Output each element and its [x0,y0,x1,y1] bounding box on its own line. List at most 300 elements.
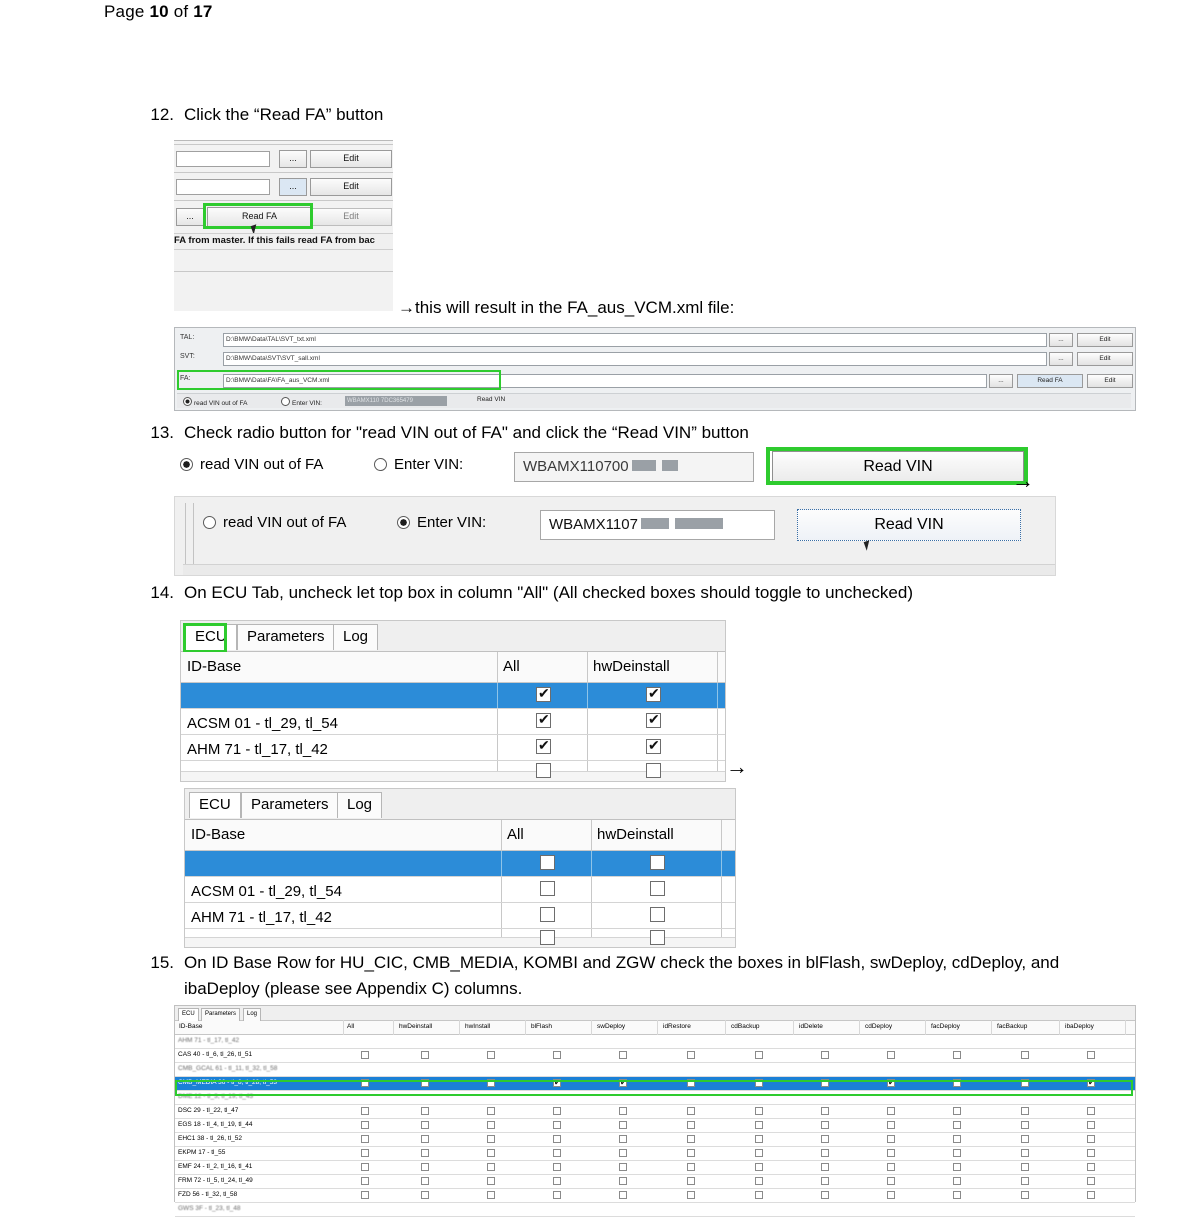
table-row[interactable] [175,1119,1135,1133]
divider [174,200,393,201]
checkbox-hwdeinstall[interactable] [650,907,665,922]
edit-button-3[interactable]: Edit [310,208,392,226]
checkbox-cddeploy[interactable] [887,1107,895,1115]
divider [501,820,502,850]
radio-enter-vin-mini[interactable] [281,397,322,407]
checkbox-iddelete[interactable] [821,1135,829,1143]
path-row-svt [177,350,1133,367]
radio-read-vin-out-of-fa-2[interactable] [203,514,346,531]
checkbox-hwdeinstall[interactable] [421,1177,429,1185]
checkbox-hwdeinstall[interactable] [421,1135,429,1143]
radio-read-vin-out-of-fa[interactable] [180,456,323,473]
divider [717,761,718,771]
table-row[interactable] [175,1133,1135,1147]
divider [501,877,502,902]
highlight-read-vin [766,447,1028,485]
column-hwdeinstall: hwDeinstall [597,826,674,843]
divider [587,761,588,771]
checkbox-idrestore[interactable] [687,1177,695,1185]
column-facbackup: facBackup [997,1023,1028,1030]
checkbox-idrestore[interactable] [687,1135,695,1143]
redaction-block [662,460,678,471]
table-row[interactable] [175,1189,1135,1203]
tab-ecu[interactable]: ECU [178,1008,199,1021]
row-label: DME 12 - tl_3, tl_19, tl_43 [178,1093,254,1100]
divider [185,503,186,569]
row-label: CMB_MEDIA 36 - tl_8, tl_28, tl_53 [178,1079,277,1086]
checkbox-iddelete[interactable] [821,1163,829,1171]
checkbox-facbackup[interactable] [1021,1121,1029,1129]
checkbox-cdbackup[interactable] [755,1121,763,1129]
row-label: FRM 72 - tl_5, tl_24, tl_49 [178,1177,253,1184]
radio-icon [397,516,410,529]
row-label: AHM 71 - tl_17, tl_42 [191,909,332,926]
checkbox-ibadeploy[interactable] [1087,1135,1095,1143]
checkbox-hwdeinstall[interactable] [650,930,665,945]
checkbox-cddeploy[interactable] [887,1121,895,1129]
checkbox-hwdeinstall[interactable] [650,855,665,870]
divider [587,683,588,708]
divider [174,172,393,173]
column-id-base: ID-Base [191,826,246,843]
checkbox-all[interactable] [536,687,551,702]
path-field-1[interactable] [176,151,270,167]
checkbox-facdeploy[interactable] [953,1121,961,1129]
checkbox-iddelete[interactable] [821,1051,829,1059]
path-label-svt: SVT: [180,353,195,360]
tab-ecu[interactable]: ECU [185,624,237,650]
checkbox-cdbackup[interactable] [755,1051,763,1059]
checkbox-hwdeinstall[interactable] [650,881,665,896]
checkbox-hwdeinstall[interactable] [646,687,661,702]
path-label-tal: TAL: [180,334,195,341]
browse-button-svt[interactable]: ... [1049,352,1073,366]
column-hwinstall: hwInstall [465,1023,491,1030]
checkbox-ibadeploy[interactable] [1087,1191,1095,1199]
checkbox-all[interactable] [361,1191,369,1199]
checkbox-blflash[interactable] [553,1135,561,1143]
divider [501,851,502,876]
step-15-number: 15. [150,953,174,972]
row-label: ACSM 01 - tl_29, tl_54 [191,883,342,900]
divider [591,877,592,902]
checkbox-ibadeploy[interactable] [1087,1107,1095,1115]
redaction-block [632,460,656,471]
checkbox-facdeploy[interactable] [953,1177,961,1185]
tab-parameters[interactable]: Parameters [201,1008,240,1021]
step-12-text: Click the “Read FA” button [184,105,384,124]
tab-bar [181,621,725,652]
checkbox-facdeploy[interactable] [953,1163,961,1171]
redaction-block [641,518,669,529]
read-fa-button[interactable]: Read FA [207,207,312,227]
checkbox-swdeploy[interactable] [619,1177,627,1185]
row-label: GWS 3F - tl_23, tl_48 [178,1205,241,1212]
edit-button-svt[interactable]: Edit [1077,352,1133,366]
checkbox-hwdeinstall[interactable] [421,1163,429,1171]
read-vin-button-top[interactable]: Read VIN [772,451,1024,483]
redaction-block [675,518,723,529]
column-hwdeinstall: hwDeinstall [593,658,670,675]
divider [591,820,592,850]
row-label: CMB_GCAL 61 - tl_11, tl_32, tl_58 [178,1065,278,1072]
checkbox-cdbackup[interactable] [755,1163,763,1171]
checkbox-hwdeinstall[interactable] [421,1121,429,1129]
checkbox-facbackup[interactable] [1021,1149,1029,1157]
row-label: EGS 18 - tl_4, tl_19, tl_44 [178,1121,253,1128]
table-row[interactable] [175,1161,1135,1175]
mouse-cursor-icon [864,540,873,551]
checkbox-facbackup[interactable] [1021,1177,1029,1185]
checkbox-blflash[interactable] [553,1149,561,1157]
checkbox-all[interactable] [536,713,551,728]
checkbox-iddelete[interactable] [821,1121,829,1129]
checkbox-hwdeinstall[interactable] [646,713,661,728]
checkbox-facbackup[interactable] [1021,1051,1029,1059]
column-all: All [347,1023,355,1030]
read-fa-button-wide[interactable]: Read FA [1017,374,1083,388]
checkbox-iddelete[interactable] [821,1149,829,1157]
table-row[interactable] [181,683,725,709]
path-label-fa: FA: [180,375,191,382]
column-cddeploy: cdDeploy [865,1023,893,1030]
checkbox-hwdeinstall[interactable] [646,739,661,754]
checkbox-idrestore[interactable] [687,1149,695,1157]
checkbox-ibadeploy[interactable] [1087,1051,1095,1059]
row-label: DSC 29 - tl_22, tl_47 [178,1107,239,1114]
step-15-text: On ID Base Row for HU_CIC, CMB_MEDIA, KOMBI and ZGW check the boxes in blFlash, swDeploy, cdDeploy, and ibaDeploy (please see Appendix C) columns. [184,953,1060,998]
tab-bar [175,1006,1135,1021]
checkbox-facbackup[interactable] [1021,1135,1029,1143]
checkbox-ibadeploy[interactable] [1087,1177,1095,1185]
path-row-tal [177,331,1133,348]
table-row[interactable] [175,1049,1135,1063]
column-id-base: ID-Base [179,1023,203,1030]
path-input-tal[interactable]: D:\BMW\Data\TAL\SVT_txt.xml [223,333,1047,347]
divider [587,735,588,760]
divider [587,652,588,682]
checkbox-all[interactable] [361,1107,369,1115]
column-idrestore: idRestore [663,1023,691,1030]
radio-label: Enter VIN: [394,456,464,473]
radio-label: read VIN out of FA [223,514,347,531]
checkbox-hwinstall[interactable] [487,1149,495,1157]
divider [174,144,393,145]
step-13-number: 13. [150,423,174,442]
checkbox-idrestore[interactable] [687,1191,695,1199]
browse-button-3[interactable]: ... [176,208,204,226]
checkbox-all[interactable] [540,855,555,870]
checkbox-cdbackup[interactable] [755,1177,763,1185]
checkbox-blflash[interactable] [553,1163,561,1171]
edit-button-fa[interactable]: Edit [1087,374,1133,388]
checkbox-ibadeploy[interactable] [1087,1121,1095,1129]
divider [501,903,502,928]
vin-value: WBAMX1107 [549,516,638,533]
highlight-ecu-tab [183,623,227,653]
checkbox-hwinstall[interactable] [487,1051,495,1059]
checkbox-idrestore[interactable] [687,1107,695,1115]
table-row[interactable] [181,735,725,761]
checkbox-facdeploy[interactable] [953,1135,961,1143]
table-row[interactable] [185,903,735,929]
column-hwdeinstall: hwDeinstall [399,1023,433,1030]
checkbox-swdeploy[interactable] [619,1191,627,1199]
checkbox-cddeploy[interactable] [887,1135,895,1143]
checkbox-all[interactable] [536,763,551,778]
vin-value: WBAMX110700 [523,458,629,475]
step-14-number: 14. [150,583,174,602]
checkbox-cdbackup[interactable] [755,1191,763,1199]
table-row[interactable] [175,1175,1135,1189]
grid-header [181,652,725,683]
highlight-read-fa [203,203,313,229]
divider [721,929,722,937]
checkbox-swdeploy[interactable] [619,1149,627,1157]
divider [497,761,498,771]
checkbox-ibadeploy[interactable] [1087,1149,1095,1157]
column-id-base: ID-Base [187,658,242,675]
edit-button-1[interactable]: Edit [310,150,392,168]
checkbox-cddeploy[interactable] [887,1051,895,1059]
checkbox-all[interactable] [540,907,555,922]
step-12-number: 12. [150,105,174,124]
column-blflash: blFlash [531,1023,552,1030]
column-facdeploy: facDeploy [931,1023,960,1030]
radio-icon [374,458,387,471]
divider [497,709,498,734]
checkbox-all[interactable] [361,1177,369,1185]
row-label: EKPM 17 - tl_55 [178,1149,226,1156]
radio-icon [281,397,290,406]
step-14 [138,580,1098,606]
radio-icon [203,516,216,529]
checkbox-all[interactable] [361,1051,369,1059]
path-field-2[interactable] [176,179,270,195]
radio-icon [183,397,192,406]
checkbox-cddeploy[interactable] [887,1191,895,1199]
hint-text: FA from master. If this fails read FA from bac [174,233,393,250]
screenshot-read-vin-top [174,447,1028,489]
checkbox-cdbackup[interactable] [755,1107,763,1115]
table-row-partial [181,761,725,772]
table-row[interactable] [175,1035,1135,1049]
checkbox-hwdeinstall[interactable] [646,763,661,778]
browse-button-2[interactable]: ... [279,178,307,196]
screenshot-fa-paths [174,327,1136,411]
page-header-prefix: Page [104,2,145,21]
checkbox-facdeploy[interactable] [953,1191,961,1199]
checkbox-cdbackup[interactable] [755,1149,763,1157]
step-13 [138,420,1088,446]
checkbox-swdeploy[interactable] [619,1051,627,1059]
vin-input-top[interactable] [514,452,754,482]
checkbox-blflash[interactable] [553,1121,561,1129]
column-all: All [503,658,520,675]
divider [587,709,588,734]
table-row[interactable] [175,1105,1135,1119]
divider [721,820,722,850]
checkbox-facbackup[interactable] [1021,1191,1029,1199]
checkbox-iddelete[interactable] [821,1191,829,1199]
edit-button-2[interactable]: Edit [310,178,392,196]
checkbox-cddeploy[interactable] [887,1177,895,1185]
divider [717,709,718,734]
checkbox-swdeploy[interactable] [619,1121,627,1129]
row-label: AHM 71 - tl_17, tl_42 [178,1037,240,1044]
checkbox-all[interactable] [540,881,555,896]
edit-button-tal[interactable]: Edit [1077,333,1133,347]
checkbox-blflash[interactable] [553,1051,561,1059]
checkbox-facdeploy[interactable] [953,1107,961,1115]
screenshot-ecu-matrix [174,1005,1136,1212]
checkbox-idrestore[interactable] [687,1121,695,1129]
arrow-between-ecu-states: → [726,754,748,779]
panel-footer [183,564,1055,575]
step-14-text: On ECU Tab, uncheck let top box in column "All" (All checked boxes should toggle to unchecked) [184,583,913,602]
row-label: EMF 24 - tl_2, tl_16, tl_41 [178,1163,253,1170]
checkbox-facdeploy[interactable] [953,1051,961,1059]
vin-bottom-bar [177,393,1131,408]
table-row[interactable] [175,1063,1135,1077]
vin-input-mini[interactable]: WBAMX110 7DC365479 [345,396,447,406]
divider [721,851,722,876]
checkbox-idrestore[interactable] [687,1051,695,1059]
radio-enter-vin[interactable] [374,456,463,473]
divider [501,929,502,937]
column-swdeploy: swDeploy [597,1023,626,1030]
divider [497,735,498,760]
checkbox-iddelete[interactable] [821,1177,829,1185]
grid-header [185,820,735,851]
radio-label: read VIN out of FA [200,456,324,473]
checkbox-all[interactable] [361,1149,369,1157]
checkbox-ibadeploy[interactable] [1087,1163,1095,1171]
checkbox-cddeploy[interactable] [887,1163,895,1171]
tab-log[interactable]: Log [243,1008,261,1021]
checkbox-iddelete[interactable] [821,1107,829,1115]
checkbox-blflash[interactable] [553,1191,561,1199]
checkbox-blflash[interactable] [553,1107,561,1115]
row-label: CAS 40 - tl_6, tl_26, tl_51 [178,1051,253,1058]
radio-enter-vin-2[interactable] [397,514,486,531]
read-vin-button-bottom[interactable]: Read VIN [797,509,1021,541]
radio-label: Enter VIN: [292,400,322,407]
checkbox-all[interactable] [361,1121,369,1129]
divider [497,683,498,708]
checkbox-all[interactable] [361,1163,369,1171]
row-label: EHC1 38 - tl_26, tl_52 [178,1135,242,1142]
caption-fa-xml: →this will result in the FA_aus_VCM.xml file: [398,298,735,317]
checkbox-blflash[interactable] [553,1177,561,1185]
column-ibadeploy: ibaDeploy [1065,1023,1094,1030]
checkbox-all[interactable] [361,1135,369,1143]
divider [717,652,718,682]
row-label: FZD 56 - tl_32, tl_58 [178,1191,238,1198]
checkbox-facdeploy[interactable] [953,1149,961,1157]
tab-bar [185,789,735,820]
table-row[interactable] [185,851,735,877]
checkbox-hwinstall[interactable] [487,1191,495,1199]
radio-label: read VIN out of FA [194,400,248,407]
read-vin-button-mini[interactable]: Read VIN [477,396,506,403]
tab-log[interactable]: Log [333,624,378,650]
divider [193,503,194,569]
radio-icon [180,458,193,471]
checkbox-hwinstall[interactable] [487,1135,495,1143]
highlight-fa-path [177,370,501,390]
divider [721,877,722,902]
checkbox-hwdeinstall[interactable] [421,1107,429,1115]
checkbox-hwdeinstall[interactable] [421,1149,429,1157]
divider [717,683,718,708]
checkbox-swdeploy[interactable] [619,1107,627,1115]
radio-label: Enter VIN: [417,514,487,531]
browse-button-fa[interactable]: ... [989,374,1013,388]
divider [717,735,718,760]
page-number: 10 [149,2,169,21]
table-row[interactable] [181,709,725,735]
checkbox-swdeploy[interactable] [619,1135,627,1143]
vin-input-bottom[interactable] [540,510,775,540]
divider [591,851,592,876]
checkbox-hwdeinstall[interactable] [421,1191,429,1199]
table-row-partial [185,929,735,938]
row-label [185,851,501,876]
path-input-svt[interactable]: D:\BMW\Data\SVT\SVT_sall.xml [223,352,1047,366]
screenshot-read-vin-bottom [174,496,1056,576]
checkbox-hwinstall[interactable] [487,1177,495,1185]
path-input-fa[interactable]: D:\BMW\Data\FA\FA_aus_VCM.xml [223,374,987,388]
checkbox-cdbackup[interactable] [755,1135,763,1143]
checkbox-all[interactable] [536,739,551,754]
row-label [181,683,497,708]
checkbox-hwdeinstall[interactable] [421,1051,429,1059]
tab-parameters[interactable]: Parameters [241,792,339,818]
table-row[interactable] [175,1203,1135,1217]
row-label: AHM 71 - tl_17, tl_42 [187,741,328,758]
checkbox-hwinstall[interactable] [487,1121,495,1129]
tab-parameters[interactable]: Parameters [237,624,335,650]
page-header-middle: of [173,2,189,21]
checkbox-hwinstall[interactable] [487,1163,495,1171]
tab-log[interactable]: Log [337,792,382,818]
checkbox-idrestore[interactable] [687,1163,695,1171]
checkbox-facbackup[interactable] [1021,1107,1029,1115]
highlight-cmb-media-row [175,1080,1133,1096]
checkbox-cddeploy[interactable] [887,1149,895,1157]
divider [591,929,592,937]
radio-read-vin-out-of-fa-mini[interactable] [183,397,247,407]
screenshot-read-fa-panel [174,140,393,311]
column-all: All [507,826,524,843]
table-row[interactable] [185,877,735,903]
table-row[interactable] [175,1147,1135,1161]
screenshot-ecu-after [184,788,736,948]
arrow-to-next-state: → [1012,468,1034,493]
browse-button-tal[interactable]: ... [1049,333,1073,347]
browse-button-1[interactable]: ... [279,150,307,168]
checkbox-swdeploy[interactable] [619,1163,627,1171]
checkbox-facbackup[interactable] [1021,1163,1029,1171]
tab-ecu[interactable]: ECU [189,792,241,818]
checkbox-all[interactable] [540,930,555,945]
checkbox-hwinstall[interactable] [487,1107,495,1115]
divider [497,652,498,682]
step-13-text: Check radio button for "read VIN out of FA" and click the “Read VIN” button [184,423,749,442]
divider [721,903,722,928]
page-total: 17 [193,2,213,21]
